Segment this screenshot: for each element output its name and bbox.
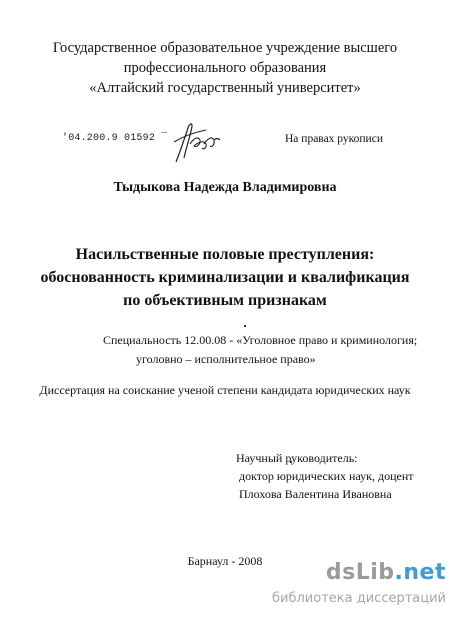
institution-line-3: «Алтайский государственный университет» xyxy=(89,80,361,96)
logo-part-1: dsLib xyxy=(325,560,395,585)
author-name: Тыдыкова Надежда Владимировна xyxy=(113,180,337,195)
title-line-2: обоснованность криминализации и квалификация xyxy=(40,269,410,286)
advisor-label: Научный руководитель: xyxy=(236,451,358,465)
specialty-line-1: Специальность 12.00.08 - «Уголовное право и криминология; xyxy=(103,333,418,347)
manuscript-rights-note: На правах рукописи xyxy=(285,133,383,145)
library-code: '04.200.9 01592 ¯ xyxy=(62,133,168,144)
city-year: Барнаул - 2008 xyxy=(187,554,263,568)
specialty-block xyxy=(103,331,417,369)
dslib-logo[interactable] xyxy=(326,560,446,585)
advisor-name: Плохова Валентина Ивановна xyxy=(239,487,392,501)
dissertation-title xyxy=(0,243,450,312)
degree-statement: Диссертация на соискание ученой степени кандидата юридических наук xyxy=(39,383,411,397)
specialty-line-2: уголовно – исполнительное право» xyxy=(136,352,316,366)
watermark-subtitle: библиотека диссертаций xyxy=(272,591,446,606)
advisor-block xyxy=(236,449,414,503)
institution-header xyxy=(0,38,450,98)
title-line-3: по объективным признакам xyxy=(123,292,327,309)
handwritten-signature xyxy=(170,118,222,166)
logo-part-2: .net xyxy=(394,560,446,585)
advisor-degree: доктор юридических наук, доцент xyxy=(239,469,414,483)
institution-line-1: Государственное образовательное учреждение высшего xyxy=(52,40,398,56)
scan-speck xyxy=(244,325,246,327)
institution-line-2: профессионального образования xyxy=(123,60,327,76)
title-line-1: Насильственные половые преступления: xyxy=(75,246,375,263)
